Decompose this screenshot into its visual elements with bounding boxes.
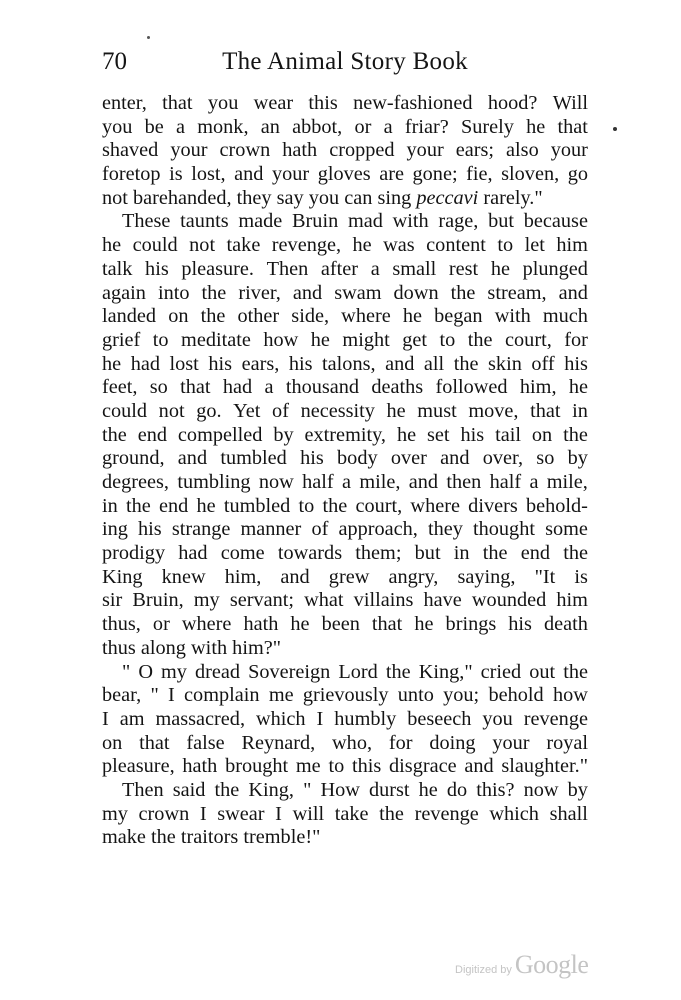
watermark-prefix: Digitized by [455,964,512,976]
text-line: on that false Reynard, who, for doing your royal [102,731,588,754]
text-line: sir Bruin, my servant; what villains have wounded him [102,589,588,612]
text-line: make the traitors tremble!" [102,826,321,849]
text-line: not barehanded, they say you can sing peccavi rarely." [102,186,543,209]
ink-speck [147,36,150,39]
digitized-watermark [455,950,588,980]
text-line: bear, " I complain me grievously unto you; behold how [102,684,588,707]
text-line: shaved your crown hath cropped your ears; also your [102,139,588,162]
text-line: you be a monk, an abbot, or a friar? Surely he that [102,115,588,138]
text-line: my crown I swear I will take the revenge which shall [102,802,588,825]
text-line: enter, that you wear this new-fashioned hood? Will [102,92,588,114]
text-line: degrees, tumbling now half a mile, and then half a mile, [102,471,588,493]
text-line: thus, or where hath he been that he brings his death [102,613,588,636]
text-line: he had lost his ears, his talons, and all the skin off his [102,352,588,375]
text-line: he could not take revenge, he was content to let him [102,234,588,257]
text-line: again into the river, and swam down the stream, and [102,281,588,304]
ink-speck [613,127,617,131]
running-title: The Animal Story Book [222,48,468,75]
text-line: " O my dread Sovereign Lord the King," cried out the [122,660,588,683]
body-text [102,92,588,850]
text-line: pleasure, hath brought me to this disgrace and slaughter." [102,755,588,778]
text-line: foretop is lost, and your gloves are gone; fie, sloven, go [102,163,588,186]
text-line: talk his pleasure. Then after a small rest he plunged [102,257,588,280]
text-line: the end compelled by extremity, he set his tail on the [102,423,588,446]
text-line: prodigy had come towards them; but in the end the [102,542,588,565]
text-line: feet, so that had a thousand deaths followed him, he [102,376,588,399]
text-line: in the end he tumbled to the court, where divers behold- [102,494,588,517]
page-header [102,47,588,77]
text-line: thus along with him?" [102,636,282,659]
text-line: Then said the King, " How durst he do this? now by [122,778,588,801]
text-line: King knew him, and grew angry, saying, "It is [102,565,588,588]
google-logo-text: Google [514,950,589,979]
text-line: These taunts made Bruin mad with rage, but because [122,210,588,233]
text-line: ing his strange manner of approach, they thought some [102,518,588,541]
text-line: could not go. Yet of necessity he must move, that in [102,399,588,422]
text-line: landed on the other side, where he began with much [102,305,588,328]
text-line: grief to meditate how he might get to the court, for [102,328,588,351]
page-number: 70 [102,48,127,75]
text-line: I am massacred, which I humbly beseech you revenge [102,707,588,730]
text-line: ground, and tumbled his body over and over, so by [102,447,588,470]
